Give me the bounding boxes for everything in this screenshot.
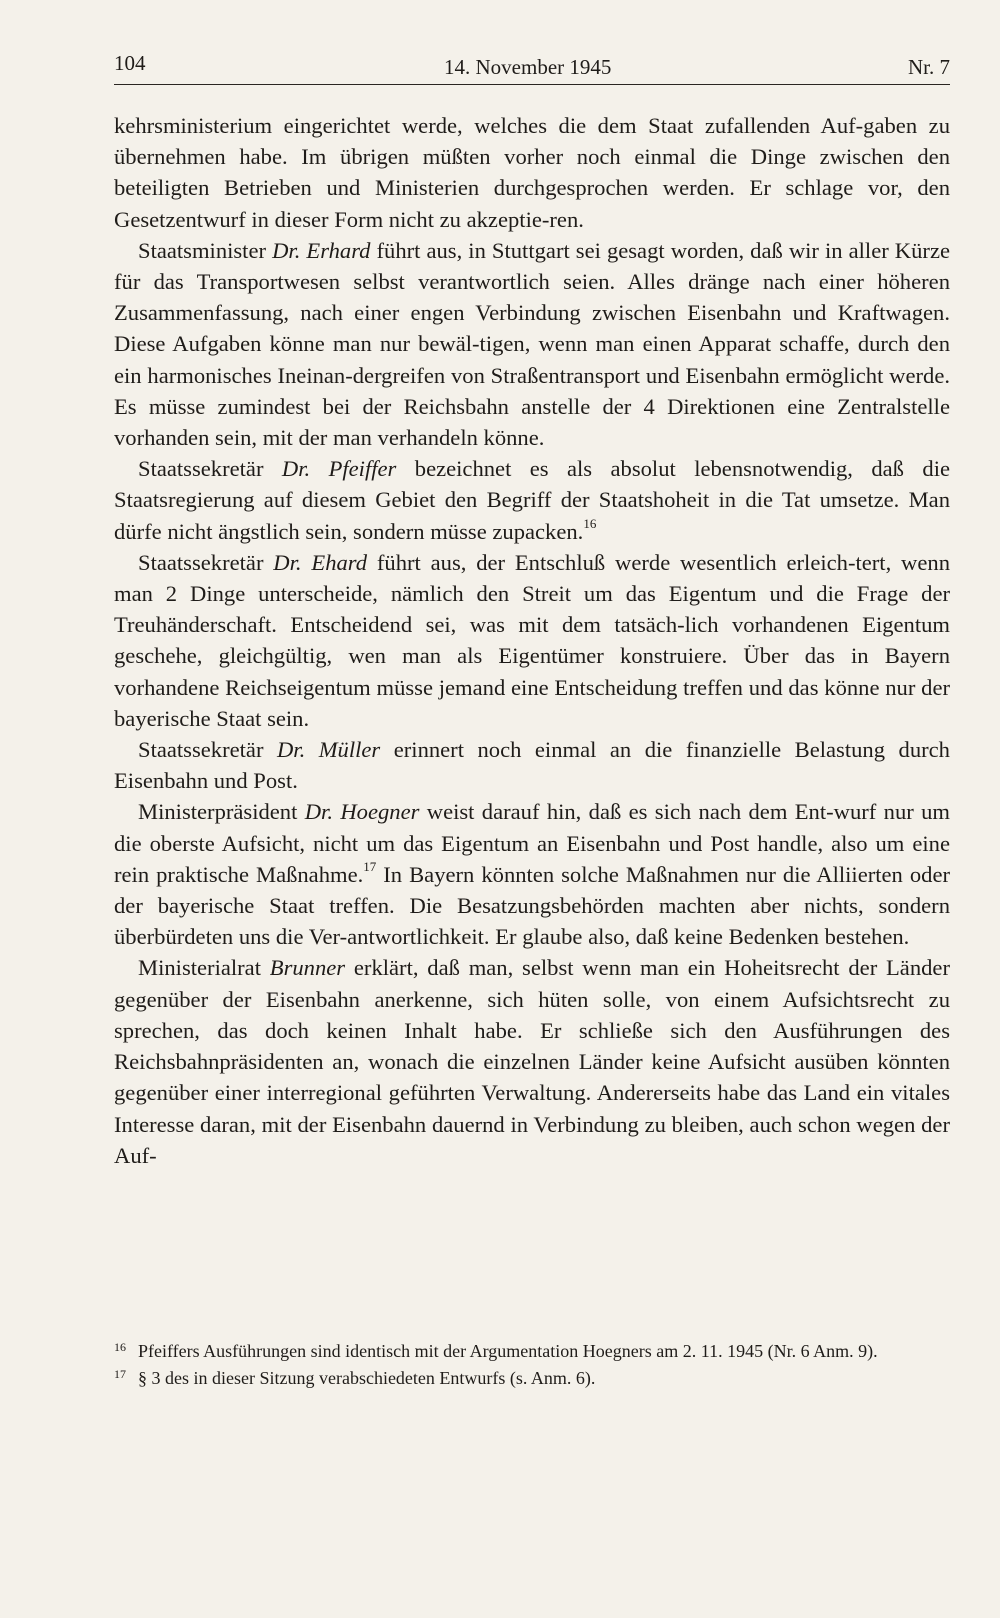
paragraph-text: In Bayern könnten solche Maßnahmen nur die Alliierten oder der bayerische Staat treffen. Die Besatzungsbehörden machten aber nichts, sondern überbürdeten uns die Ver-antwortlichkeit. Er glaube also, daß keine Bedenken bestehen.: [114, 861, 950, 950]
speaker-name: Ehard: [311, 549, 368, 575]
footnote-text: Pfeiffers Ausführungen sind identisch mit der Argumentation Hoegners am 2. 11. 1945 (Nr. 6 Anm. 9).: [138, 1341, 878, 1361]
paragraph-text: erklärt, daß man, selbst wenn man ein Hoheitsrecht der Länder gegenüber der Eisenbahn anerkenne, sich hüten solle, von einem Aufsichtsrecht zu sprechen, das doch keinen Inhalt habe. Er schließe sich den Ausführungen des Reichsbahnpräsidenten an, wonach die einzelnen Länder keine Aufsicht ausüben könnten gegenüber einer interregional geführten Verwaltung. Andererseits habe das Land ein vitales Interesse daran, mit der Eisenbahn dauernd in Verbindung zu bleiben, auch schon wegen der Auf-: [114, 955, 950, 1168]
running-header: [114, 48, 950, 82]
speaker-name: Hoegner: [340, 799, 420, 825]
footnotes: [114, 1340, 950, 1394]
footnote-reference[interactable]: 17: [363, 859, 377, 875]
main-text: [114, 110, 950, 1171]
paragraph-text: weist darauf hin, daß es sich nach dem Ent-wurf nur um die oberste Aufsicht, nicht um das Eigentum an Eisenbahn und Post handle, also um eine rein praktische Maßnahme.: [114, 799, 950, 887]
footnote-reference[interactable]: 16: [583, 516, 597, 532]
footnote: [114, 1367, 950, 1390]
footnote-text: § 3 des in dieser Sitzung verabschiedeten Entwurfs (s. Anm. 6).: [138, 1368, 596, 1388]
paragraph-hoegner: [114, 796, 950, 952]
footnote: [114, 1340, 950, 1363]
speaker-title: Staatssekretär: [138, 456, 264, 482]
speaker-title: Staatssekretär: [138, 737, 264, 763]
paragraph-text: kehrsministerium eingerichtet werde, welches die dem Staat zufallenden Auf-gaben zu übernehmen habe. Im übrigen müßten vorher noch einmal die Dinge zwischen den beteiligten Betrieben und Ministerien durchgesprochen werden. Er schlage vor, den Gesetzentwurf in dieser Form nicht zu akzeptie-ren.: [114, 113, 950, 232]
speaker-dr: Dr.: [281, 456, 311, 482]
header-date: 14. November 1945: [444, 55, 612, 79]
speaker-dr: Dr.: [304, 799, 333, 825]
speaker-title: Staatsminister: [138, 237, 267, 263]
paragraph-text: führt aus, in Stuttgart sei gesagt worden, daß wir in aller Kürze für das Transportwesen selbst verantwortlich seien. Alles dränge nach einer höheren Zusammenfassung, nach einer engen Verbindung zwischen Eisenbahn und Kraftwagen. Diese Aufgaben könne man nur bewäl-tigen, wenn man einen Apparat schaffe, durch den ein harmonisches Ineinan-dergreifen von Straßentransport und Eisenbahn ermöglicht werde. Es müsse zumindest bei der Reichsbahn anstelle der 4 Direktionen eine Zentralstelle vorhanden sein, mit der man verhandeln könne.: [114, 237, 951, 451]
speaker-name: Pfeiffer: [328, 456, 397, 482]
footnote-number: 16: [114, 1340, 126, 1354]
document-number: Nr. 7: [908, 55, 950, 79]
paragraph-pfeiffer: [114, 453, 950, 547]
paragraph-text: erinnert noch einmal an die finanzielle Belastung durch Eisenbahn und Post.: [114, 737, 950, 794]
footnote-number: 17: [114, 1367, 126, 1381]
speaker-title: Ministerialrat: [138, 955, 261, 981]
paragraph-text: bezeichnet es als absolut lebensnotwendig, daß die Staatsregierung auf diesem Gebiet den Begriff der Staatshoheit in die Tat umsetze. Man dürfe nicht ängstlich sein, sondern müsse zupacken.: [114, 456, 950, 544]
speaker-name: Brunner: [269, 955, 346, 981]
header-rule: [114, 84, 950, 85]
speaker-dr: Dr.: [273, 549, 302, 575]
paragraph-mueller: [114, 734, 950, 796]
paragraph-ehard: [114, 547, 950, 734]
speaker-title: Ministerpräsident: [138, 799, 298, 825]
speaker-title: Staatssekretär: [138, 549, 264, 575]
paragraph-continuation: [114, 110, 950, 235]
speaker-dr: Dr.: [272, 237, 301, 263]
page-number: 104: [114, 51, 146, 75]
speaker-dr: Dr.: [276, 737, 306, 763]
speaker-name: Erhard: [306, 237, 371, 263]
speaker-name: Müller: [318, 737, 381, 763]
paragraph-text: führt aus, der Entschluß werde wesentlich erleich-tert, wenn man 2 Dinge unterscheide, nämlich den Streit um das Eigentum und die Frage der Treuhänderschaft. Entscheidend sei, was mit dem tatsäch-lich vorhandenen Eigentum geschehe, gleichgültig, wen man als Eigentümer konstruiere. Über das in Bayern vorhandene Reichseigentum müsse jemand eine Entscheidung treffen und das könne nur der bayerische Staat sein.: [114, 549, 950, 731]
paragraph-erhard: [114, 235, 950, 453]
paragraph-brunner: [114, 952, 950, 1170]
